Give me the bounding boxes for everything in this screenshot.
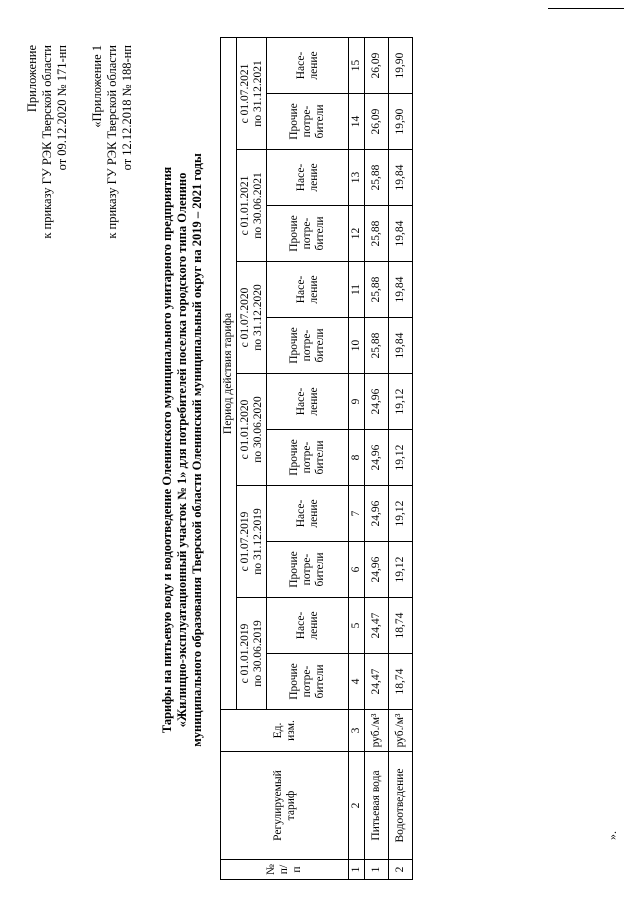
- index-cell: 1: [349, 860, 365, 880]
- header-tariff: Регулируемый тариф: [221, 752, 349, 860]
- tariff-table: [220, 37, 413, 880]
- top-rule: [548, 8, 624, 9]
- row-name: Питьевая вода: [365, 752, 389, 860]
- value-cell: 24,47: [365, 598, 389, 654]
- column-index-row: [349, 38, 365, 880]
- row-unit: руб./м³: [389, 710, 413, 752]
- sub-other: Прочие потре-бители: [267, 654, 349, 710]
- index-cell: 12: [349, 206, 365, 262]
- index-cell: 11: [349, 262, 365, 318]
- value-cell: 26,09: [365, 94, 389, 150]
- row-num: 1: [365, 860, 389, 880]
- value-cell: 19,90: [389, 38, 413, 94]
- sub-other: Прочие потре-бители: [267, 94, 349, 150]
- table-row-sewerage: [389, 38, 413, 880]
- index-cell: 14: [349, 94, 365, 150]
- value-cell: 24,96: [365, 542, 389, 598]
- value-cell: 25,88: [365, 318, 389, 374]
- value-cell: 24,96: [365, 430, 389, 486]
- sub-population: Насе-ление: [267, 486, 349, 542]
- value-cell: 24,96: [365, 486, 389, 542]
- sub-other: Прочие потре-бители: [267, 542, 349, 598]
- header-num: № п/п: [221, 860, 349, 880]
- sub-other: Прочие потре-бители: [267, 430, 349, 486]
- title-line1: Тарифы на питьевую воду и водоотведение Оленинского муниципального унитарного предприятия: [160, 166, 174, 734]
- title-line3: муниципального образования Тверской области Оленинский муниципальный округ на 2019 – 2021 годы: [190, 153, 204, 747]
- period-1: с 01.01.2019 по 30.06.2019: [237, 598, 267, 710]
- sub-population: Насе-ление: [267, 150, 349, 206]
- value-cell: 19,84: [389, 262, 413, 318]
- index-cell: 13: [349, 150, 365, 206]
- value-cell: 19,12: [389, 430, 413, 486]
- appendix-new: [25, 45, 70, 335]
- value-cell: 24,96: [365, 374, 389, 430]
- value-cell: 19,12: [389, 486, 413, 542]
- period-3: с 01.01.2020 по 30.06.2020: [237, 374, 267, 486]
- index-cell: 4: [349, 654, 365, 710]
- value-cell: 19,84: [389, 318, 413, 374]
- table-row-water: [365, 38, 389, 880]
- period-4: с 01.07.2020 по 31.12.2020: [237, 262, 267, 374]
- row-name: Водоотведение: [389, 752, 413, 860]
- value-cell: 25,88: [365, 150, 389, 206]
- header-period: Период действия тарифа: [221, 38, 237, 710]
- closing-quote-mark: ».: [605, 831, 619, 840]
- sub-population: Насе-ление: [267, 598, 349, 654]
- value-cell: 18,74: [389, 598, 413, 654]
- index-cell: 2: [349, 752, 365, 860]
- value-cell: 19,84: [389, 150, 413, 206]
- sub-other: Прочие потре-бители: [267, 206, 349, 262]
- index-cell: 7: [349, 486, 365, 542]
- value-cell: 24,47: [365, 654, 389, 710]
- appendix-new-line1: Приложение: [25, 45, 39, 113]
- rotated-document: [20, 30, 620, 890]
- index-cell: 9: [349, 374, 365, 430]
- period-5: с 01.01.2021 по 30.06.2021: [237, 150, 267, 262]
- row-num: 2: [389, 860, 413, 880]
- appendix-new-line2: к приказу ГУ РЭК Тверской области: [40, 45, 54, 239]
- sub-other: Прочие потре-бители: [267, 318, 349, 374]
- appendix-old-line1: «Приложение 1: [90, 45, 104, 128]
- sub-population: Насе-ление: [267, 262, 349, 318]
- period-6: с 01.07.2021 по 31.12.2021: [237, 38, 267, 150]
- title-line2: «Жилищно-эксплуатационный участок № 1» для потребителей поселка городского типа Оленино: [175, 172, 189, 728]
- document-title: [160, 55, 205, 845]
- value-cell: 19,90: [389, 94, 413, 150]
- index-cell: 3: [349, 710, 365, 752]
- value-cell: 26,09: [365, 38, 389, 94]
- index-cell: 10: [349, 318, 365, 374]
- sub-population: Насе-ление: [267, 38, 349, 94]
- row-unit: руб./м³: [365, 710, 389, 752]
- index-cell: 5: [349, 598, 365, 654]
- value-cell: 19,12: [389, 542, 413, 598]
- index-cell: 8: [349, 430, 365, 486]
- header-unit: Ед. изм.: [221, 710, 349, 752]
- appendix-old-line2: к приказу ГУ РЭК Тверской области: [105, 45, 119, 239]
- value-cell: 25,88: [365, 262, 389, 318]
- value-cell: 19,12: [389, 374, 413, 430]
- index-cell: 6: [349, 542, 365, 598]
- value-cell: 18,74: [389, 654, 413, 710]
- appendix-old: [90, 45, 135, 335]
- period-2: с 01.07.2019 по 31.12.2019: [237, 486, 267, 598]
- appendix-new-line3: от 09.12.2020 № 171-нп: [55, 45, 69, 171]
- appendix-old-line3: от 12.12.2018 № 188-нп: [120, 45, 134, 171]
- value-cell: 25,88: [365, 206, 389, 262]
- value-cell: 19,84: [389, 206, 413, 262]
- index-cell: 15: [349, 38, 365, 94]
- sub-population: Насе-ление: [267, 374, 349, 430]
